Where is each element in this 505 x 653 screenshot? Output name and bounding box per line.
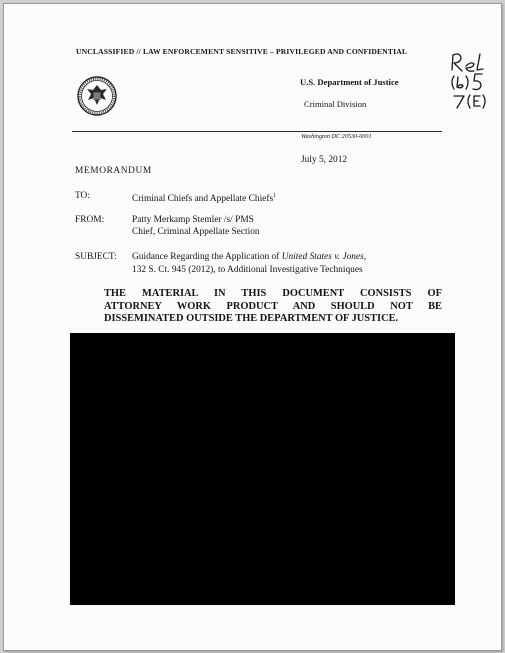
agency-address: Washington DC 20530-0001 — [301, 133, 372, 140]
warning-line: THE MATERIAL IN THIS DOCUMENT CONSISTS OF — [104, 288, 442, 299]
from-label: FROM: — [75, 215, 105, 225]
from-name: Patty Merkamp Stemler /s/ PMS — [132, 215, 254, 225]
subject-case-name: United States v. Jones, — [281, 252, 367, 262]
memo-title: MEMORANDUM — [75, 166, 152, 176]
memo-date: July 5, 2012 — [301, 155, 348, 165]
warning-line: DISSEMINATED OUTSIDE THE DEPARTMENT OF JUSTICE. — [104, 313, 399, 324]
classification-banner: UNCLASSIFIED // LAW ENFORCEMENT SENSITIVE – PRIVILEGED AND CONFIDENTIAL — [76, 47, 408, 56]
doj-seal-icon — [77, 76, 117, 116]
handwritten-annotation — [446, 50, 490, 112]
agency-name: U.S. Department of Justice — [300, 77, 399, 87]
division-name: Criminal Division — [304, 99, 367, 109]
from-title: Chief, Criminal Appellate Section — [132, 227, 260, 237]
subject-prefix: Guidance Regarding the Application of — [132, 252, 282, 262]
to-recipients — [132, 190, 276, 205]
subject-line-1 — [132, 251, 366, 263]
subject-label: SUBJECT: — [75, 252, 117, 262]
document-page — [3, 3, 502, 651]
subject-line-2: 132 S. Ct. 945 (2012), to Additional Investigative Techniques — [132, 265, 363, 275]
to-label: TO: — [75, 191, 90, 201]
footnote-marker: 1 — [273, 193, 277, 199]
letterhead-divider — [72, 131, 442, 132]
to-value: Criminal Chiefs and Appellate Chiefs — [132, 194, 274, 205]
redaction-block — [70, 333, 455, 605]
work-product-warning — [104, 288, 442, 326]
warning-line: ATTORNEY WORK PRODUCT AND SHOULD NOT BE — [104, 300, 442, 312]
